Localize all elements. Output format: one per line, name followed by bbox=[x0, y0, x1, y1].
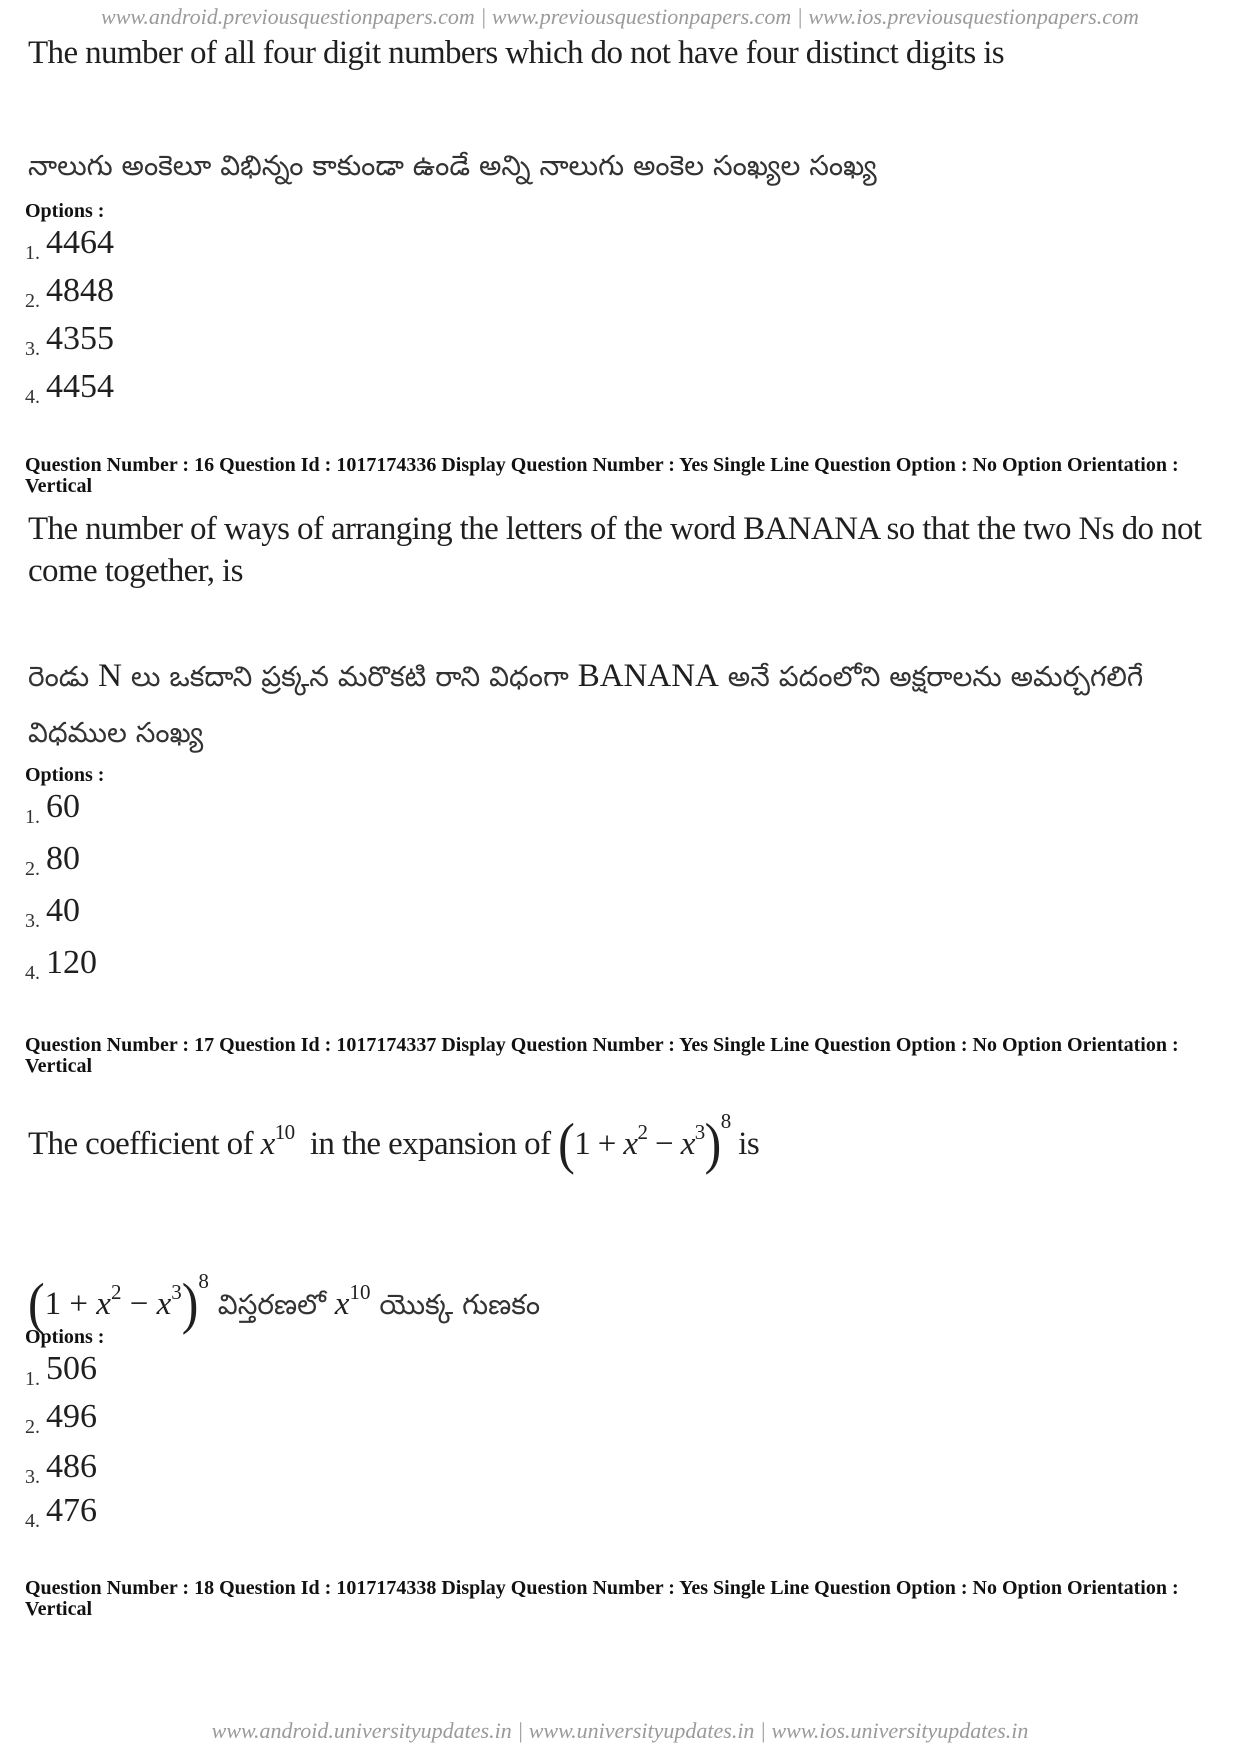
q17-en-term-exp: 10 bbox=[274, 1120, 295, 1144]
q17-en-paren-close: ) bbox=[704, 1110, 721, 1176]
q17-option-1-value: 506 bbox=[46, 1350, 97, 1387]
q17-te-expr-exp2: 2 bbox=[110, 1280, 122, 1304]
q17-en-term-x: x bbox=[260, 1126, 275, 1162]
q17-option-2 bbox=[25, 1398, 97, 1446]
q16-options-label: Options : bbox=[25, 764, 105, 786]
watermark-bottom: www.android.universityupdates.in | www.universityupdates.in | www.ios.universityupdates.in bbox=[211, 1718, 1029, 1743]
q16-option-3 bbox=[25, 892, 80, 940]
q17-en-expr-exp3: 3 bbox=[694, 1120, 705, 1144]
q17-en-expr-x2: x bbox=[623, 1126, 638, 1162]
q17-te-expr-exp3: 3 bbox=[171, 1280, 182, 1304]
q16-option-2-number: 2. bbox=[25, 858, 40, 880]
q17-meta: Question Number : 17 Question Id : 1017174337 Display Question Number : Yes Single Line Question Option : No Option Orientation : Vertical bbox=[25, 1034, 1179, 1077]
q17-option-4-value: 476 bbox=[46, 1492, 97, 1529]
q17-te-term-x: x bbox=[334, 1286, 350, 1322]
q15-option-1-value: 4464 bbox=[46, 224, 114, 261]
q16-option-4-value: 120 bbox=[46, 944, 97, 981]
q17-te-expr-one: 1 + bbox=[44, 1286, 97, 1322]
q15-text-telugu: నాలుగు అంకెలూ విభిన్నం కాకుండా ఉండే అన్ని నాలుగు అంకెల సంఖ్యల సంఖ్య bbox=[28, 149, 877, 182]
q15-option-3 bbox=[25, 320, 114, 368]
q17-te-paren-open: ( bbox=[28, 1270, 45, 1336]
q17-en-term bbox=[260, 1120, 295, 1162]
q17-te-expr-minus: − bbox=[121, 1286, 157, 1322]
q15-option-4-value: 4454 bbox=[46, 368, 114, 405]
q17-text-telugu bbox=[28, 1255, 1218, 1336]
q17-en-expr-exp2: 2 bbox=[637, 1120, 648, 1144]
q16-option-4-number: 4. bbox=[25, 962, 40, 984]
q18-meta: Question Number : 18 Question Id : 1017174338 Display Question Number : Yes Single Line Question Option : No Option Orientation : Vertical bbox=[25, 1577, 1179, 1620]
q16-text-english: The number of ways of arranging the letters of the word BANANA so that the two Ns do not come together, is bbox=[28, 511, 1202, 589]
q16-option-1 bbox=[25, 788, 80, 836]
q17-en-part-3: is bbox=[738, 1126, 760, 1162]
q16-option-1-number: 1. bbox=[25, 806, 40, 828]
q16-te-letter-n: N bbox=[98, 658, 122, 694]
q17-en-expr-one: 1 + bbox=[574, 1126, 624, 1162]
q17-en-expr-minus: − bbox=[647, 1126, 681, 1162]
q16-text-telugu bbox=[28, 648, 1218, 761]
q16-option-2 bbox=[25, 840, 80, 888]
q17-en-expression bbox=[558, 1109, 731, 1176]
q17-te-expr-x2: x bbox=[96, 1286, 111, 1322]
q17-te-expr-x3: x bbox=[156, 1286, 172, 1322]
q17-text-english bbox=[28, 1095, 1218, 1176]
q17-en-paren-open: ( bbox=[558, 1110, 575, 1176]
q17-option-3-value: 486 bbox=[46, 1448, 97, 1485]
q15-option-2 bbox=[25, 272, 114, 320]
q17-option-4 bbox=[25, 1492, 97, 1540]
watermark-top: www.android.previousquestionpapers.com | www.previousquestionpapers.com | www.ios.previousquestionpapers.com bbox=[101, 4, 1139, 29]
q17-option-2-value: 496 bbox=[46, 1398, 97, 1435]
q15-option-2-number: 2. bbox=[25, 290, 40, 312]
q17-option-2-number: 2. bbox=[25, 1416, 40, 1438]
q16-option-4 bbox=[25, 944, 97, 992]
q16-option-3-value: 40 bbox=[46, 892, 80, 929]
q17-en-part-1: The coefficient of bbox=[28, 1126, 253, 1162]
q17-option-1 bbox=[25, 1350, 97, 1398]
q15-option-1-number: 1. bbox=[25, 242, 40, 264]
q15-option-4-number: 4. bbox=[25, 386, 40, 408]
q17-te-part-1: విస్తరణలో bbox=[217, 1288, 326, 1321]
q17-en-expr-exp8: 8 bbox=[720, 1109, 731, 1133]
q15-option-1 bbox=[25, 224, 114, 272]
q16-te-part-1: రెండు bbox=[28, 660, 90, 693]
q17-en-expr-x3: x bbox=[680, 1126, 695, 1162]
q17-te-part-2: యొక్క గుణకం bbox=[379, 1288, 541, 1321]
q16-te-part-2: లు ఒకదాని ప్రక్కన మరొకటి రాని విధంగా bbox=[130, 660, 569, 693]
q16-te-part-3: అనే పదంలోని అక్షరాలను అమర్చగలిగే విధముల సంఖ్య bbox=[28, 660, 1144, 749]
q17-options-label: Options : bbox=[25, 1326, 105, 1348]
q17-te-term-exp: 10 bbox=[349, 1280, 371, 1304]
q15-text-english: The number of all four digit numbers which do not have four distinct digits is bbox=[28, 35, 1005, 71]
q17-te-expression bbox=[28, 1269, 209, 1336]
q15-option-4 bbox=[25, 368, 114, 416]
q16-meta: Question Number : 16 Question Id : 1017174336 Display Question Number : Yes Single Line Question Option : No Option Orientation : Vertical bbox=[25, 454, 1179, 497]
q17-option-3 bbox=[25, 1448, 97, 1496]
q15-options-label: Options : bbox=[25, 200, 105, 222]
q16-te-word-banana: BANANA bbox=[577, 658, 719, 694]
q16-option-1-value: 60 bbox=[46, 788, 80, 825]
q17-te-term bbox=[334, 1280, 371, 1322]
q15-option-3-number: 3. bbox=[25, 338, 40, 360]
q16-option-2-value: 80 bbox=[46, 840, 80, 877]
q16-option-3-number: 3. bbox=[25, 910, 40, 932]
q17-te-expr-exp8: 8 bbox=[198, 1269, 209, 1293]
q17-option-4-number: 4. bbox=[25, 1510, 40, 1532]
q15-option-2-value: 4848 bbox=[46, 272, 114, 309]
q17-en-part-2: in the expansion of bbox=[309, 1126, 551, 1162]
q17-option-3-number: 3. bbox=[25, 1466, 40, 1488]
q17-te-paren-close: ) bbox=[181, 1270, 199, 1336]
q15-option-3-value: 4355 bbox=[46, 320, 114, 357]
q17-option-1-number: 1. bbox=[25, 1368, 40, 1390]
